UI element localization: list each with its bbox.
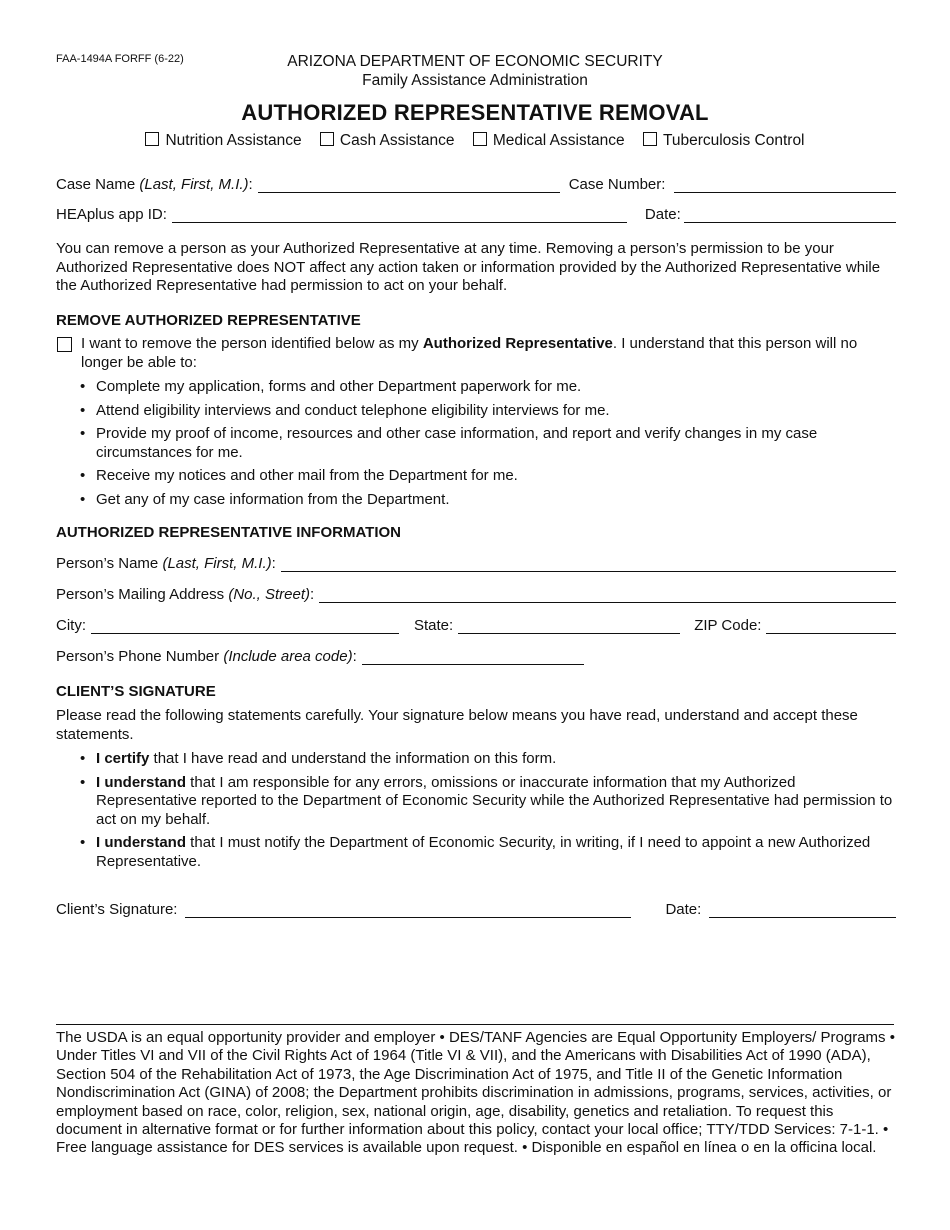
program-option[interactable] [643, 132, 805, 150]
heaplus-label: HEAplus app ID: [56, 206, 167, 223]
city-label: City: [56, 617, 86, 634]
city-field[interactable] [91, 632, 399, 634]
form-number: FAA-1494A FORFF (6-22) [56, 53, 184, 65]
remove-statement-text: I want to remove the person identified below as my Authorized Representative. I understand that this person will no longer be able to: [81, 335, 858, 371]
footer-divider [56, 1024, 894, 1025]
case-name-label: Case Name (Last, First, M.I.): [56, 176, 253, 193]
heaplus-field[interactable] [172, 221, 627, 223]
person-name-field[interactable] [281, 570, 896, 572]
case-number-field[interactable] [674, 191, 896, 193]
form-title: AUTHORIZED REPRESENTATIVE REMOVAL [241, 100, 709, 125]
checkbox[interactable] [145, 132, 159, 146]
signature-date-field[interactable] [709, 916, 896, 918]
signature-intro: Please read the following statements carefully. Your signature below means you have read, understand and accept these statements. [56, 707, 858, 743]
city-state-zip-row [56, 617, 896, 634]
program-label: Tuberculosis Control [662, 132, 805, 149]
rep-info-heading: AUTHORIZED REPRESENTATIVE INFORMATION [56, 524, 401, 541]
agency-name: ARIZONA DEPARTMENT OF ECONOMIC SECURITY [287, 53, 663, 70]
checkbox[interactable] [320, 132, 334, 146]
state-label: State: [414, 617, 454, 634]
program-checkboxes [0, 132, 950, 150]
program-option[interactable] [320, 132, 455, 150]
phone-row [56, 648, 896, 665]
person-name-label: Person’s Name (Last, First, M.I.): [56, 555, 276, 572]
signature-date-label: Date: [665, 901, 702, 918]
signature-field[interactable] [185, 916, 631, 918]
date-label: Date: [644, 206, 681, 223]
checkbox[interactable] [473, 132, 487, 146]
person-name-row [56, 555, 896, 572]
phone-field[interactable] [362, 663, 584, 665]
list-item: • I understand that I must notify the Department of Economic Security, in writing, if I need to appoint a new Authorized Representative. [56, 834, 896, 871]
remove-section-heading: REMOVE AUTHORIZED REPRESENTATIVE [56, 312, 361, 329]
list-item: • Provide my proof of income, resources and other case information, and report and verify changes in my case circumstances for me. [56, 425, 896, 462]
address-field[interactable] [319, 601, 896, 603]
intro-paragraph: You can remove a person as your Authorized Representative at any time. Removing a person’s permission to be your Authorized Representative does NOT affect any action taken or information provided by the Authorized Representative while the Authorized Representative had permission to act on your behalf. [56, 240, 881, 294]
list-item: • Get any of my case information from the Department. [56, 491, 896, 510]
agency-header [0, 52, 950, 90]
remove-bullet-list [56, 378, 896, 514]
zip-label: ZIP Code: [694, 617, 762, 634]
heaplus-row [56, 206, 896, 223]
signature-heading: CLIENT’S SIGNATURE [56, 683, 216, 700]
list-item: • Attend eligibility interviews and conduct telephone eligibility interviews for me. [56, 402, 896, 421]
date-field[interactable] [684, 221, 896, 223]
program-label: Cash Assistance [339, 132, 455, 149]
state-field[interactable] [458, 632, 680, 634]
program-label: Medical Assistance [492, 132, 625, 149]
signature-label: Client’s Signature: [56, 901, 178, 918]
case-number-label: Case Number: [568, 176, 666, 193]
remove-statement [56, 335, 896, 372]
program-option[interactable] [473, 132, 625, 150]
address-label: Person’s Mailing Address (No., Street): [56, 586, 315, 603]
client-signature-row [56, 901, 896, 918]
footer-disclaimer: The USDA is an equal opportunity provider and employer • DES/TANF Agencies are Equal Opportunity Employers/ Programs • Under Titles VI and VII of the Civil Rights Act of 1964 (Title VI & VII), and the Americans with Disabilities Act of 1990 (ADA), Section 504 of the Rehabilitation Act of 1973, the Age Discrimination Act of 1975, and Title II of the Genetic Information Nondiscrimination Act (GINA) of 2008; the Department prohibits discrimination in admissions, programs, services, activities, or employment based on race, color, religion, sex, national origin, age, disability, genetics and retaliation. To request this document in alternative format or for further information about this policy, contact your local office; TTY/TDD Services: 7-1-1. • Free language assistance for DES services is available upon request. • Disponible en español en línea o en la officina local. [56, 1029, 895, 1157]
list-item: • Receive my notices and other mail from the Department for me. [56, 467, 896, 486]
case-name-row [56, 176, 896, 193]
program-option[interactable] [145, 132, 301, 150]
list-item: • I certify that I have read and understand the information on this form. [56, 750, 896, 769]
list-item: • I understand that I am responsible for any errors, omissions or inaccurate information that my Authorized Representative reported to the Department of Economic Security while the Authorized Representative had permission to act on my behalf. [56, 774, 896, 830]
signature-statements [56, 750, 896, 876]
division-name: Family Assistance Administration [362, 72, 588, 89]
remove-checkbox[interactable] [57, 337, 72, 352]
checkbox[interactable] [643, 132, 657, 146]
list-item: • Complete my application, forms and other Department paperwork for me. [56, 378, 896, 397]
case-name-field[interactable] [258, 191, 560, 193]
address-row [56, 586, 896, 603]
program-label: Nutrition Assistance [165, 132, 302, 149]
zip-field[interactable] [766, 632, 896, 634]
phone-label: Person’s Phone Number (Include area code): [56, 648, 357, 665]
